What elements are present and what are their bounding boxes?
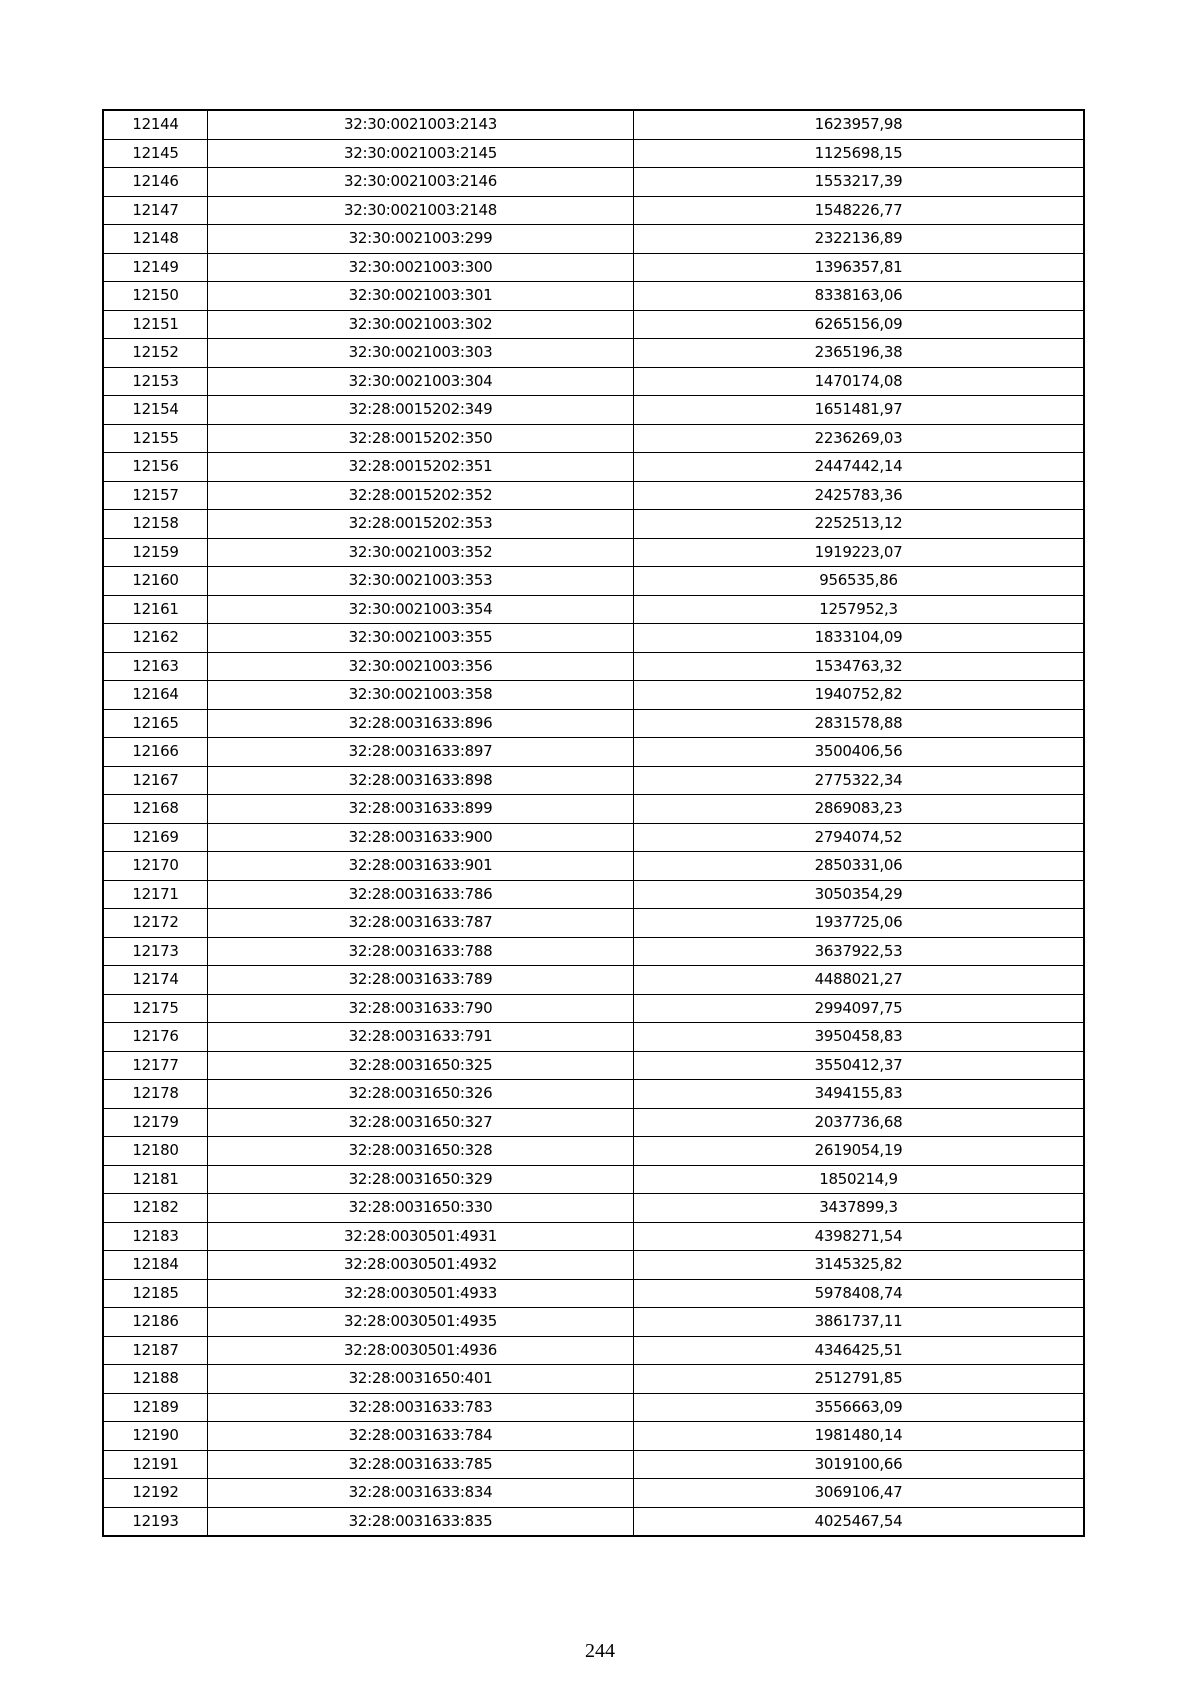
row-number-cell: 12188	[103, 1365, 208, 1394]
table-row	[103, 709, 1084, 738]
row-number-cell: 12152	[103, 339, 208, 368]
value-cell: 1940752,82	[634, 681, 1085, 710]
table-row	[103, 1365, 1084, 1394]
row-number-cell: 12163	[103, 652, 208, 681]
table-row	[103, 1450, 1084, 1479]
table-row	[103, 1108, 1084, 1137]
value-cell: 1937725,06	[634, 909, 1085, 938]
cadastral-number-cell: 32:30:0021003:302	[208, 310, 634, 339]
row-number-cell: 12173	[103, 937, 208, 966]
row-number-cell: 12159	[103, 538, 208, 567]
table-row	[103, 396, 1084, 425]
page-number: 244	[585, 1640, 615, 1662]
value-cell: 2831578,88	[634, 709, 1085, 738]
value-cell: 2236269,03	[634, 424, 1085, 453]
row-number-cell: 12148	[103, 225, 208, 254]
table-row	[103, 481, 1084, 510]
cadastral-number-cell: 32:28:0030501:4932	[208, 1251, 634, 1280]
table-row	[103, 909, 1084, 938]
value-cell: 3556663,09	[634, 1393, 1085, 1422]
table-row	[103, 253, 1084, 282]
cadastral-number-cell: 32:28:0031633:789	[208, 966, 634, 995]
row-number-cell: 12171	[103, 880, 208, 909]
cadastral-number-cell: 32:28:0031633:835	[208, 1507, 634, 1536]
value-cell: 2850331,06	[634, 852, 1085, 881]
value-cell: 2869083,23	[634, 795, 1085, 824]
value-cell: 2425783,36	[634, 481, 1085, 510]
value-cell: 2619054,19	[634, 1137, 1085, 1166]
table-row	[103, 937, 1084, 966]
cadastral-number-cell: 32:30:0021003:353	[208, 567, 634, 596]
value-cell: 1125698,15	[634, 139, 1085, 168]
table-row	[103, 1479, 1084, 1508]
value-cell: 1651481,97	[634, 396, 1085, 425]
row-number-cell: 12149	[103, 253, 208, 282]
row-number-cell: 12168	[103, 795, 208, 824]
value-cell: 1553217,39	[634, 168, 1085, 197]
row-number-cell: 12158	[103, 510, 208, 539]
cadastral-number-cell: 32:28:0031633:899	[208, 795, 634, 824]
value-cell: 2447442,14	[634, 453, 1085, 482]
value-cell: 3500406,56	[634, 738, 1085, 767]
data-table	[102, 109, 1085, 1537]
value-cell: 1534763,32	[634, 652, 1085, 681]
table-row	[103, 652, 1084, 681]
table-row	[103, 880, 1084, 909]
table-row	[103, 624, 1084, 653]
row-number-cell: 12177	[103, 1051, 208, 1080]
cadastral-number-cell: 32:28:0015202:349	[208, 396, 634, 425]
row-number-cell: 12174	[103, 966, 208, 995]
cadastral-number-cell: 32:28:0031633:834	[208, 1479, 634, 1508]
row-number-cell: 12165	[103, 709, 208, 738]
table-row	[103, 453, 1084, 482]
row-number-cell: 12182	[103, 1194, 208, 1223]
row-number-cell: 12156	[103, 453, 208, 482]
row-number-cell: 12176	[103, 1023, 208, 1052]
cadastral-number-cell: 32:30:0021003:300	[208, 253, 634, 282]
table-row	[103, 1023, 1084, 1052]
table-row	[103, 339, 1084, 368]
cadastral-number-cell: 32:28:0015202:350	[208, 424, 634, 453]
cadastral-number-cell: 32:28:0031633:898	[208, 766, 634, 795]
row-number-cell: 12167	[103, 766, 208, 795]
cadastral-number-cell: 32:30:0021003:2145	[208, 139, 634, 168]
value-cell: 3019100,66	[634, 1450, 1085, 1479]
row-number-cell: 12144	[103, 110, 208, 139]
cadastral-number-cell: 32:28:0031650:330	[208, 1194, 634, 1223]
cadastral-number-cell: 32:30:0021003:299	[208, 225, 634, 254]
cadastral-number-cell: 32:30:0021003:2148	[208, 196, 634, 225]
table-row	[103, 1507, 1084, 1536]
table-row	[103, 510, 1084, 539]
value-cell: 6265156,09	[634, 310, 1085, 339]
value-cell: 2322136,89	[634, 225, 1085, 254]
table-row	[103, 1051, 1084, 1080]
table-row	[103, 852, 1084, 881]
row-number-cell: 12190	[103, 1422, 208, 1451]
table-row	[103, 595, 1084, 624]
row-number-cell: 12161	[103, 595, 208, 624]
table-row	[103, 994, 1084, 1023]
table-row	[103, 681, 1084, 710]
cadastral-number-cell: 32:28:0031650:327	[208, 1108, 634, 1137]
row-number-cell: 12164	[103, 681, 208, 710]
value-cell: 3050354,29	[634, 880, 1085, 909]
row-number-cell: 12191	[103, 1450, 208, 1479]
row-number-cell: 12166	[103, 738, 208, 767]
value-cell: 3494155,83	[634, 1080, 1085, 1109]
value-cell: 2037736,68	[634, 1108, 1085, 1137]
cadastral-number-cell: 32:30:0021003:2143	[208, 110, 634, 139]
value-cell: 1257952,3	[634, 595, 1085, 624]
value-cell: 1981480,14	[634, 1422, 1085, 1451]
table-row	[103, 1279, 1084, 1308]
row-number-cell: 12178	[103, 1080, 208, 1109]
table-row	[103, 538, 1084, 567]
row-number-cell: 12175	[103, 994, 208, 1023]
row-number-cell: 12147	[103, 196, 208, 225]
cadastral-number-cell: 32:28:0015202:353	[208, 510, 634, 539]
table-row	[103, 795, 1084, 824]
value-cell: 1623957,98	[634, 110, 1085, 139]
row-number-cell: 12186	[103, 1308, 208, 1337]
row-number-cell: 12155	[103, 424, 208, 453]
value-cell: 1396357,81	[634, 253, 1085, 282]
cadastral-number-cell: 32:28:0031633:788	[208, 937, 634, 966]
cadastral-number-cell: 32:28:0031650:326	[208, 1080, 634, 1109]
table-row	[103, 1393, 1084, 1422]
cadastral-number-cell: 32:30:0021003:354	[208, 595, 634, 624]
row-number-cell: 12185	[103, 1279, 208, 1308]
value-cell: 2775322,34	[634, 766, 1085, 795]
value-cell: 4346425,51	[634, 1336, 1085, 1365]
cadastral-number-cell: 32:30:0021003:355	[208, 624, 634, 653]
cadastral-number-cell: 32:30:0021003:2146	[208, 168, 634, 197]
table-row	[103, 1222, 1084, 1251]
cadastral-number-cell: 32:28:0030501:4931	[208, 1222, 634, 1251]
row-number-cell: 12157	[103, 481, 208, 510]
value-cell: 2365196,38	[634, 339, 1085, 368]
value-cell: 3950458,83	[634, 1023, 1085, 1052]
table-row	[103, 966, 1084, 995]
row-number-cell: 12172	[103, 909, 208, 938]
table-row	[103, 766, 1084, 795]
row-number-cell: 12193	[103, 1507, 208, 1536]
value-cell: 2794074,52	[634, 823, 1085, 852]
cadastral-number-cell: 32:30:0021003:303	[208, 339, 634, 368]
table-row	[103, 567, 1084, 596]
row-number-cell: 12179	[103, 1108, 208, 1137]
row-number-cell: 12150	[103, 282, 208, 311]
table-row	[103, 367, 1084, 396]
cadastral-number-cell: 32:30:0021003:352	[208, 538, 634, 567]
row-number-cell: 12162	[103, 624, 208, 653]
row-number-cell: 12146	[103, 168, 208, 197]
value-cell: 1833104,09	[634, 624, 1085, 653]
value-cell: 1470174,08	[634, 367, 1085, 396]
cadastral-number-cell: 32:28:0031633:900	[208, 823, 634, 852]
cadastral-number-cell: 32:28:0015202:352	[208, 481, 634, 510]
table-row	[103, 1080, 1084, 1109]
value-cell: 4025467,54	[634, 1507, 1085, 1536]
cadastral-number-cell: 32:28:0031633:897	[208, 738, 634, 767]
table-row	[103, 110, 1084, 139]
table-body	[103, 110, 1084, 1536]
value-cell: 3637922,53	[634, 937, 1085, 966]
table-row	[103, 1308, 1084, 1337]
cadastral-number-cell: 32:28:0030501:4936	[208, 1336, 634, 1365]
table-row	[103, 1137, 1084, 1166]
row-number-cell: 12180	[103, 1137, 208, 1166]
table-row	[103, 738, 1084, 767]
value-cell: 5978408,74	[634, 1279, 1085, 1308]
value-cell: 2252513,12	[634, 510, 1085, 539]
row-number-cell: 12181	[103, 1165, 208, 1194]
value-cell: 3145325,82	[634, 1251, 1085, 1280]
table-row	[103, 823, 1084, 852]
table-row	[103, 1422, 1084, 1451]
cadastral-number-cell: 32:28:0031633:785	[208, 1450, 634, 1479]
table-row	[103, 1194, 1084, 1223]
cadastral-number-cell: 32:28:0031633:786	[208, 880, 634, 909]
row-number-cell: 12153	[103, 367, 208, 396]
cadastral-number-cell: 32:30:0021003:304	[208, 367, 634, 396]
value-cell: 3437899,3	[634, 1194, 1085, 1223]
value-cell: 4488021,27	[634, 966, 1085, 995]
table-row	[103, 1336, 1084, 1365]
value-cell: 4398271,54	[634, 1222, 1085, 1251]
row-number-cell: 12189	[103, 1393, 208, 1422]
cadastral-number-cell: 32:28:0031633:790	[208, 994, 634, 1023]
row-number-cell: 12192	[103, 1479, 208, 1508]
value-cell: 2994097,75	[634, 994, 1085, 1023]
row-number-cell: 12151	[103, 310, 208, 339]
table-row	[103, 139, 1084, 168]
cadastral-number-cell: 32:28:0031650:401	[208, 1365, 634, 1394]
row-number-cell: 12183	[103, 1222, 208, 1251]
cadastral-number-cell: 32:30:0021003:301	[208, 282, 634, 311]
cadastral-number-cell: 32:28:0030501:4933	[208, 1279, 634, 1308]
cadastral-number-cell: 32:30:0021003:358	[208, 681, 634, 710]
row-number-cell: 12187	[103, 1336, 208, 1365]
cadastral-number-cell: 32:28:0031633:783	[208, 1393, 634, 1422]
table-row	[103, 225, 1084, 254]
cadastral-number-cell: 32:28:0031633:896	[208, 709, 634, 738]
cadastral-number-cell: 32:28:0031633:901	[208, 852, 634, 881]
row-number-cell: 12169	[103, 823, 208, 852]
cadastral-number-cell: 32:30:0021003:356	[208, 652, 634, 681]
cadastral-number-cell: 32:28:0030501:4935	[208, 1308, 634, 1337]
row-number-cell: 12145	[103, 139, 208, 168]
value-cell: 956535,86	[634, 567, 1085, 596]
cadastral-number-cell: 32:28:0031633:791	[208, 1023, 634, 1052]
table-row	[103, 168, 1084, 197]
value-cell: 3069106,47	[634, 1479, 1085, 1508]
cadastral-number-cell: 32:28:0031650:328	[208, 1137, 634, 1166]
table-row	[103, 282, 1084, 311]
table-row	[103, 196, 1084, 225]
cadastral-number-cell: 32:28:0031650:329	[208, 1165, 634, 1194]
value-cell: 1850214,9	[634, 1165, 1085, 1194]
table-row	[103, 310, 1084, 339]
value-cell: 3550412,37	[634, 1051, 1085, 1080]
table-row	[103, 424, 1084, 453]
cadastral-number-cell: 32:28:0031633:784	[208, 1422, 634, 1451]
row-number-cell: 12184	[103, 1251, 208, 1280]
row-number-cell: 12160	[103, 567, 208, 596]
value-cell: 3861737,11	[634, 1308, 1085, 1337]
value-cell: 2512791,85	[634, 1365, 1085, 1394]
cadastral-number-cell: 32:28:0031633:787	[208, 909, 634, 938]
value-cell: 1919223,07	[634, 538, 1085, 567]
row-number-cell: 12170	[103, 852, 208, 881]
cadastral-number-cell: 32:28:0031650:325	[208, 1051, 634, 1080]
value-cell: 8338163,06	[634, 282, 1085, 311]
value-cell: 1548226,77	[634, 196, 1085, 225]
table-row	[103, 1251, 1084, 1280]
table-row	[103, 1165, 1084, 1194]
cadastral-number-cell: 32:28:0015202:351	[208, 453, 634, 482]
row-number-cell: 12154	[103, 396, 208, 425]
